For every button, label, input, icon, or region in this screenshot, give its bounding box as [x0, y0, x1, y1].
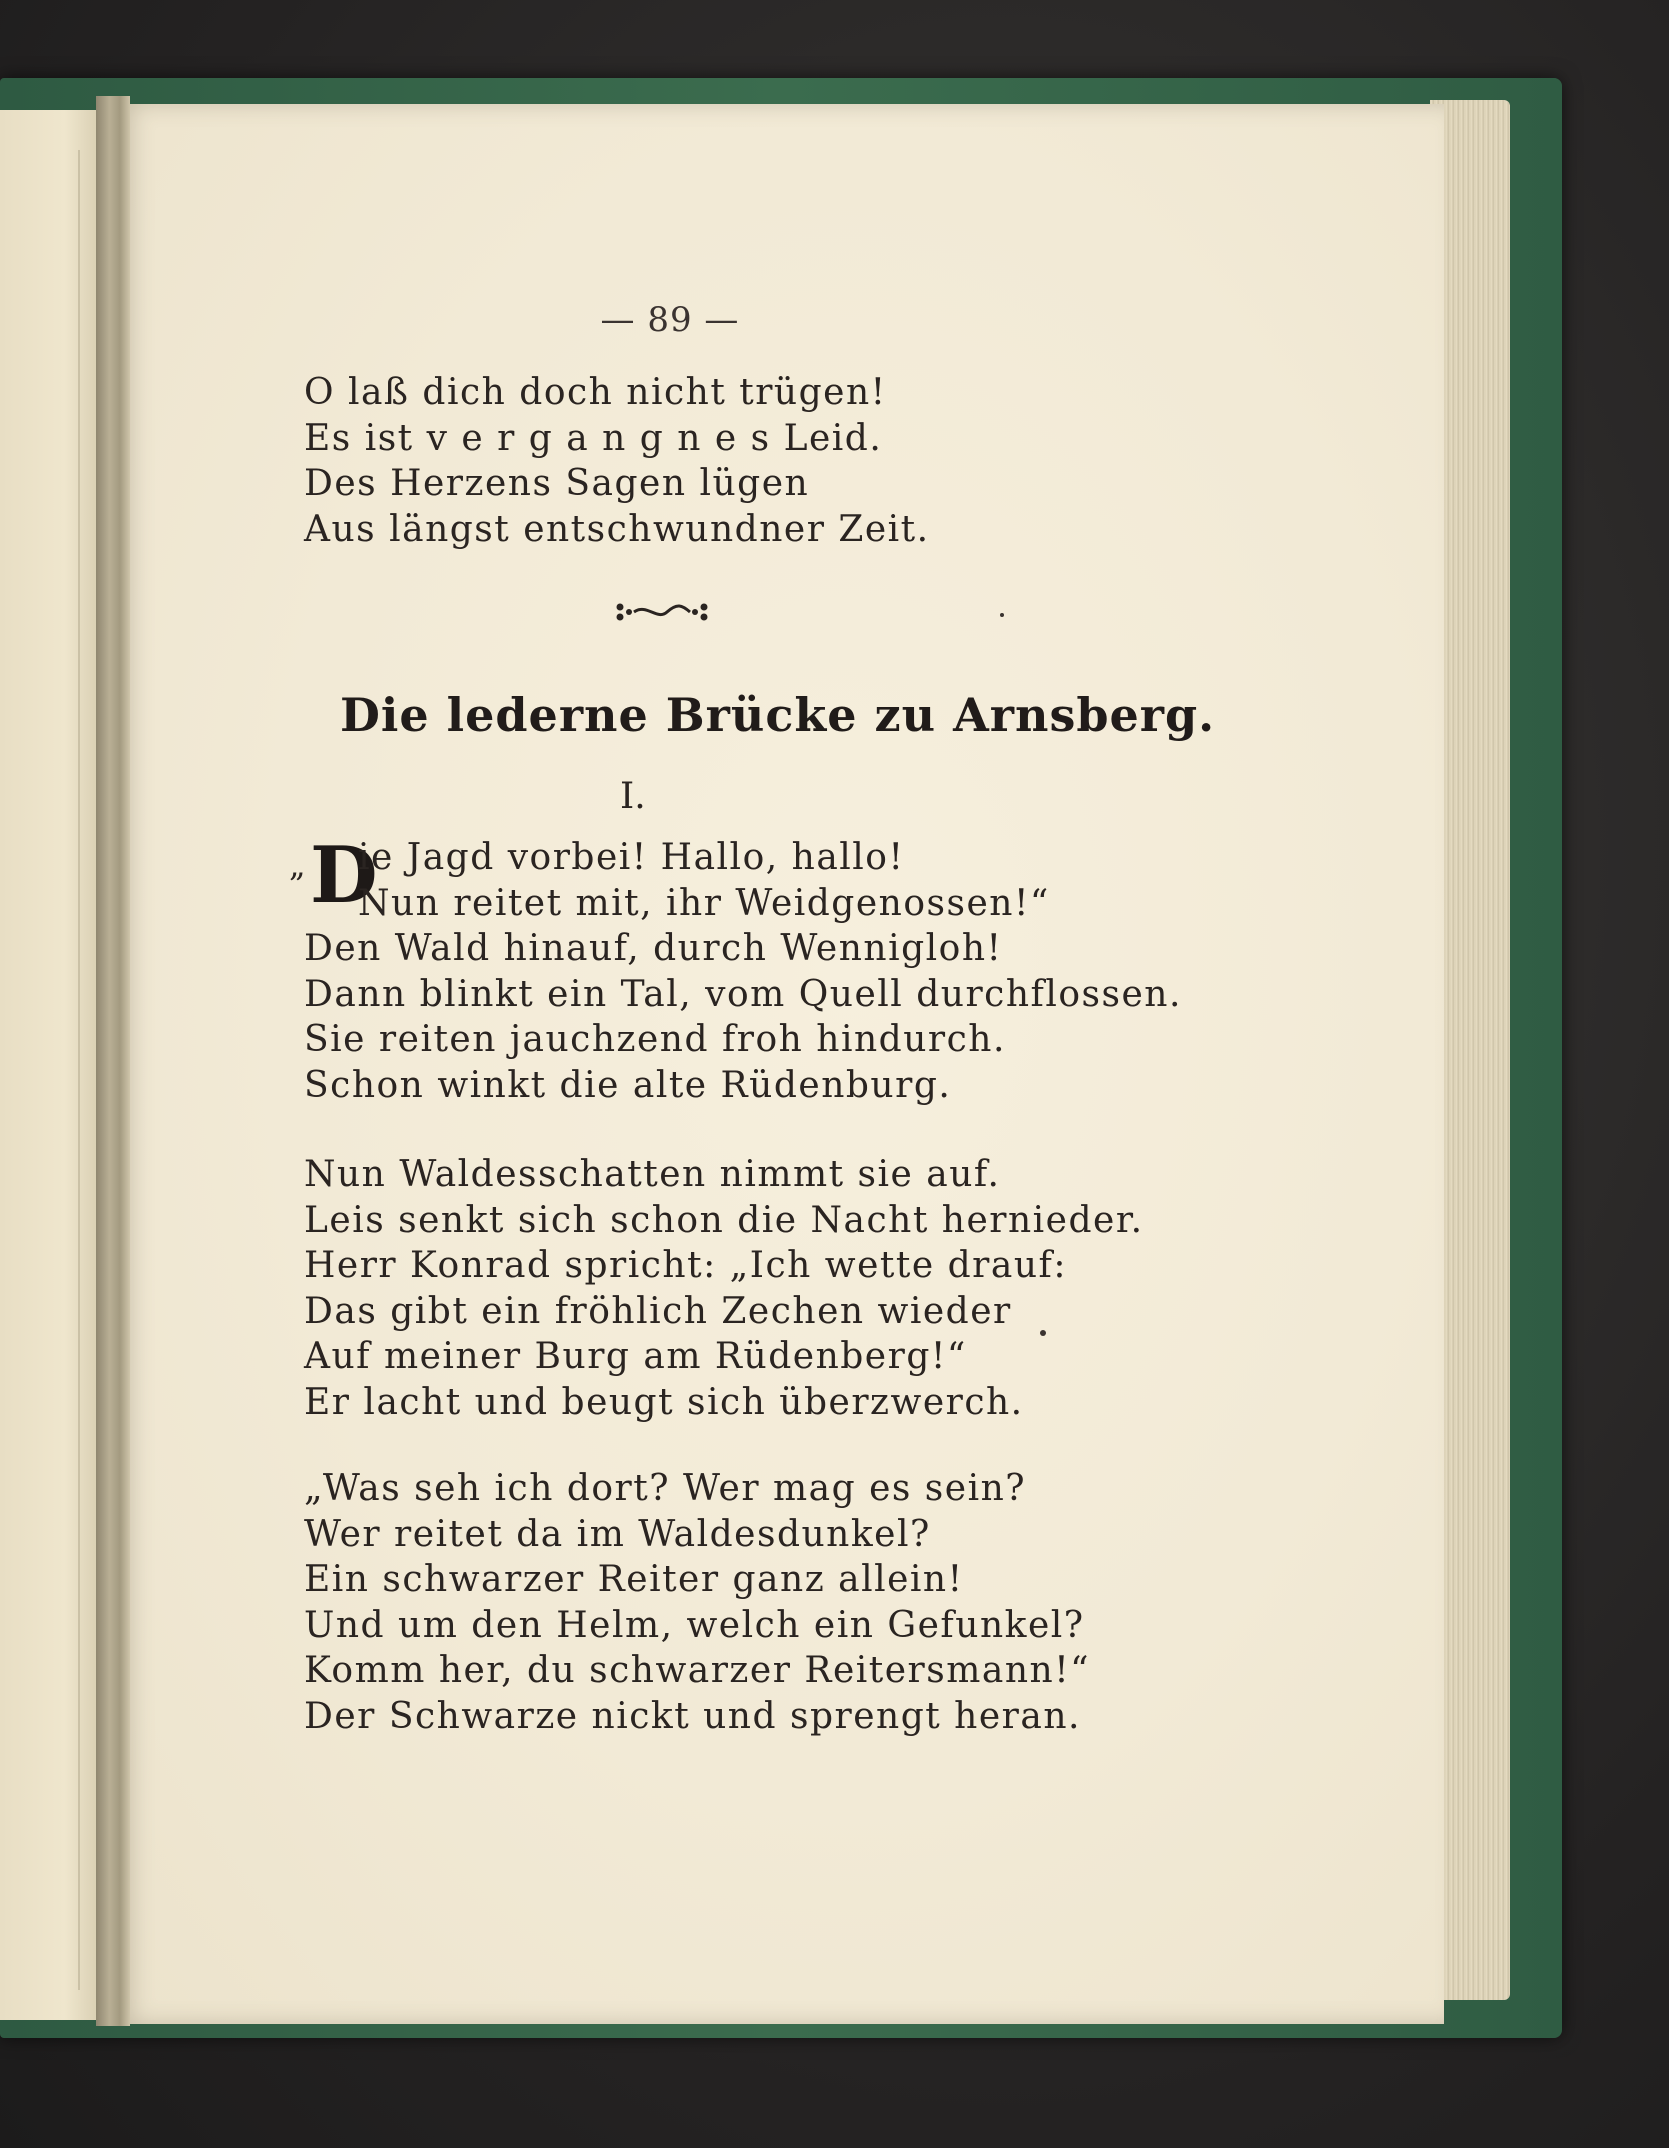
verse-line: Auf meiner Burg am Rüdenberg!“: [304, 1336, 967, 1377]
verse-line: ie Jagd vorbei! Hallo, hallo!: [358, 837, 905, 878]
poem-title: Die lederne Brücke zu Arnsberg.: [340, 688, 1216, 742]
ornament-divider-icon: [612, 597, 712, 627]
verse-line: Schon winkt die alte Rüdenburg.: [304, 1064, 952, 1106]
stanza-3: [304, 1466, 1090, 1739]
opening-quote-mark: „: [289, 846, 306, 884]
book-gutter: [96, 96, 130, 2026]
verse-line: Den Wald hinauf, durch Wennigloh!: [304, 928, 1003, 969]
verse-line: O laß dich doch nicht trügen!: [304, 372, 887, 413]
verse-line: Aus längst entschwundner Zeit.: [304, 508, 930, 550]
paper-speck: [1040, 1330, 1046, 1336]
left-page-fold: [78, 150, 80, 1990]
verse-line: Leis senkt sich schon die Nacht hernieder.: [304, 1199, 1144, 1241]
verse-line: Sie reiten jauchzend froh hindurch.: [304, 1019, 1006, 1060]
stanza-1: [304, 830, 1182, 1108]
verse-line: Des Herzens Sagen lügen: [304, 463, 810, 504]
verse-line: Nun Waldesschatten nimmt sie auf.: [304, 1154, 1001, 1195]
verse-line: Dann blinkt ein Tal, vom Quell durchflossen.: [304, 973, 1182, 1015]
verse-line: Er lacht und beugt sich überzwerch.: [304, 1381, 1024, 1423]
verse-line: Das gibt ein fröhlich Zechen wieder: [304, 1290, 1012, 1332]
verse-line: Nun reitet mit, ihr Weidgenossen!“: [358, 882, 1050, 924]
verse-line: Herr Konrad spricht: „Ich wette drauf:: [304, 1245, 1067, 1286]
part-number: I.: [620, 776, 646, 817]
verse-line: Und um den Helm, welch ein Gefunkel?: [304, 1604, 1085, 1646]
stanza-2: [304, 1152, 1144, 1425]
verse-line: Ein schwarzer Reiter ganz allein!: [304, 1559, 964, 1600]
drop-cap: D: [310, 830, 378, 921]
paper-speck: [1000, 613, 1004, 617]
verse-line: „Was seh ich dort? Wer mag es sein?: [304, 1468, 1027, 1509]
verse-line: Es ist v e r g a n g n e s Leid.: [304, 417, 883, 459]
verse-line: Der Schwarze nickt und sprengt heran.: [304, 1695, 1081, 1737]
verse-line: Wer reitet da im Waldesdunkel?: [304, 1513, 931, 1555]
verse-line: Komm her, du schwarzer Reitersmann!“: [304, 1650, 1091, 1691]
page-number: — 89 —: [600, 300, 740, 340]
opening-stanza: [304, 370, 930, 552]
